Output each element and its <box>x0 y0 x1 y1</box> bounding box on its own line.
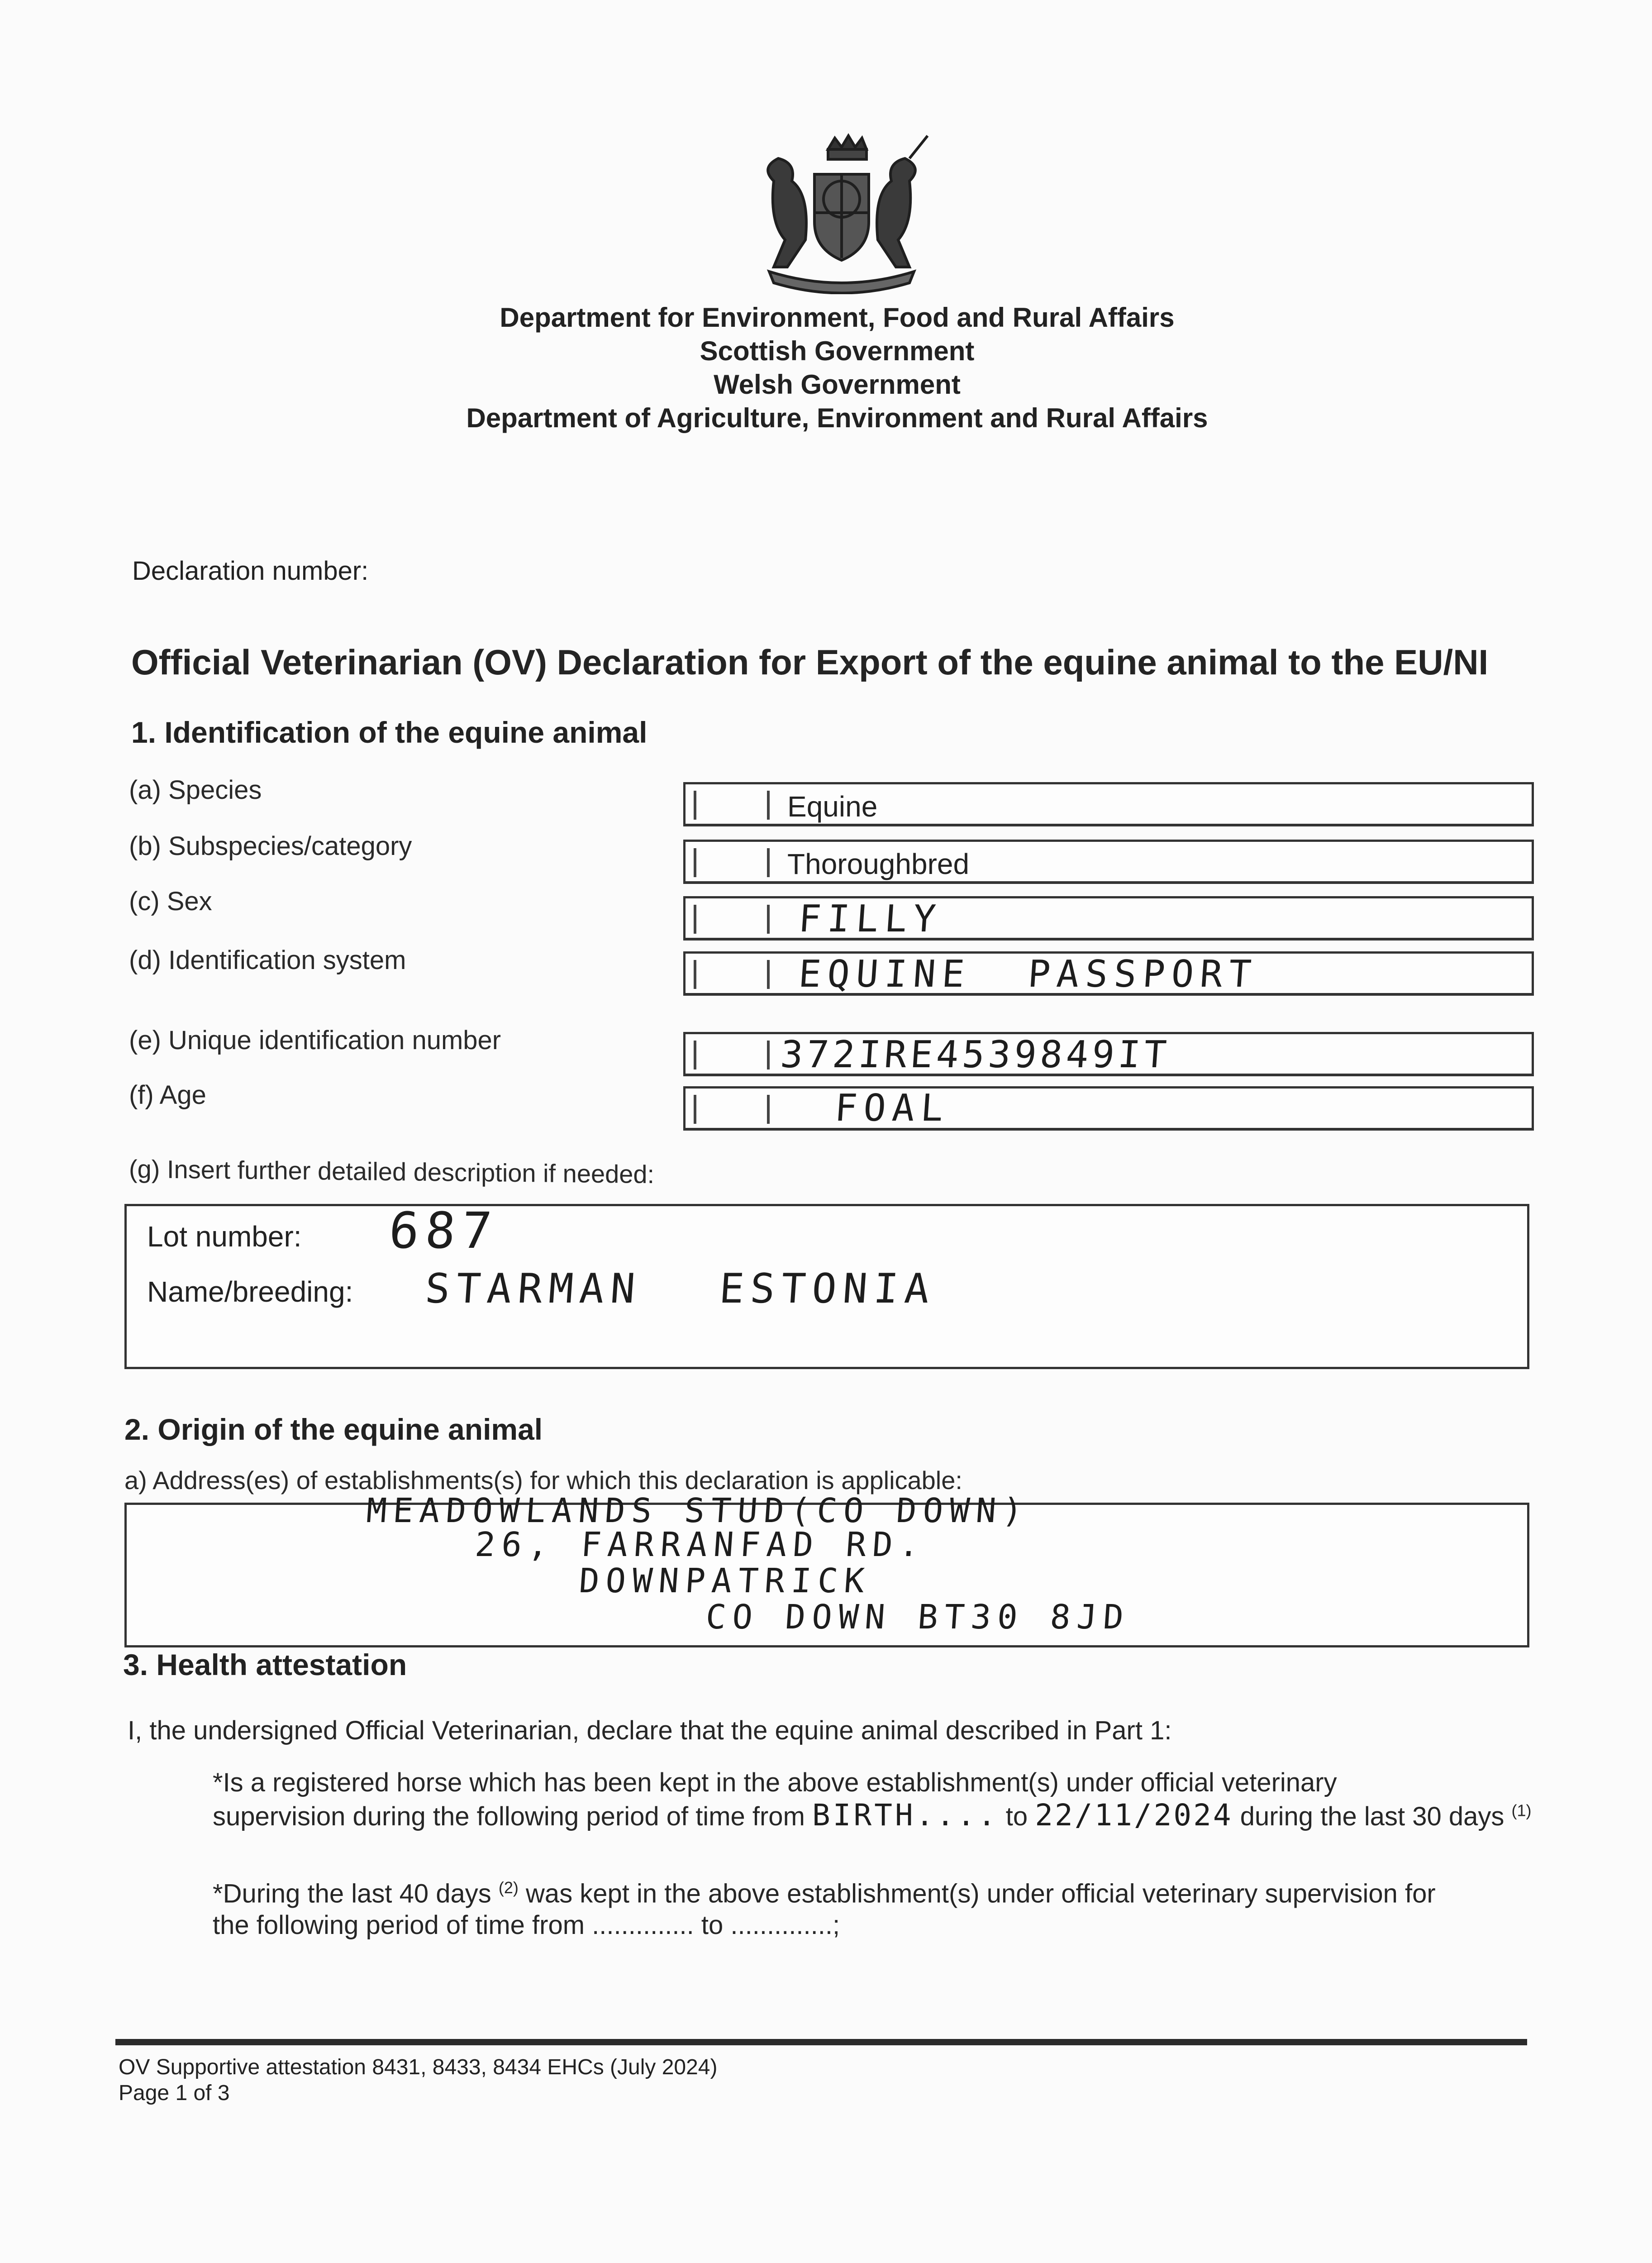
subspecies-value: Thoroughbred <box>787 848 970 880</box>
declaration-number-label: Declaration number: <box>132 556 369 586</box>
box-divider <box>767 905 770 934</box>
footnote-ref-1: (1) <box>1511 1801 1532 1820</box>
identification-system-field[interactable] <box>683 951 1534 996</box>
age-value: FOAL <box>833 1087 951 1130</box>
sex-label: (c) Sex <box>129 887 212 916</box>
name-breeding-label: Name/breeding: <box>147 1275 353 1308</box>
department-line: Department for Environment, Food and Rural Affairs <box>500 302 1175 333</box>
box-divider <box>694 848 696 877</box>
box-divider <box>694 960 696 989</box>
health-para1-line2 <box>213 1798 1531 1833</box>
identification-system-value: EQUINE PASSPORT <box>797 953 1259 996</box>
species-label: (a) Species <box>129 775 262 805</box>
department-line: Department of Agriculture, Environment and Rural Affairs <box>466 403 1208 433</box>
address-line: MEADOWLANDS STUD(CO DOWN) <box>365 1491 1030 1530</box>
subspecies-label: (b) Subspecies/category <box>129 831 412 861</box>
box-divider <box>694 1041 696 1069</box>
box-divider <box>767 791 770 820</box>
sex-value: FILLY <box>797 898 944 941</box>
age-label: (f) Age <box>129 1080 206 1110</box>
address-line: 26, FARRANFAD RD. <box>473 1525 927 1564</box>
period-text: supervision during the following period of time from <box>213 1802 805 1831</box>
age-field[interactable] <box>683 1086 1534 1131</box>
box-divider <box>767 848 770 877</box>
box-divider <box>767 1095 770 1124</box>
to-word: to <box>1005 1802 1028 1831</box>
footer-reference: OV Supportive attestation 8431, 8433, 8434 EHCs (July 2024) <box>119 2055 718 2079</box>
breeding-value: ESTONIA <box>718 1265 937 1313</box>
address-line: DOWNPATRICK <box>577 1561 872 1600</box>
box-divider <box>694 905 696 934</box>
section3-heading: 3. Health attestation <box>123 1648 407 1681</box>
unique-id-value: 372IRE4539849IT <box>779 1033 1171 1076</box>
species-field[interactable] <box>683 782 1534 826</box>
unique-id-field[interactable] <box>683 1032 1534 1076</box>
box-divider <box>694 1095 696 1124</box>
period-to-value: 22/11/2024 <box>1035 1798 1233 1833</box>
period-from-value: BIRTH.... <box>812 1798 999 1833</box>
departments-header <box>317 301 1357 435</box>
box-divider <box>767 960 770 989</box>
address-label: a) Address(es) of establishments(s) for which this declaration is applicable: <box>124 1466 962 1494</box>
health-para1-line1: *Is a registered horse which has been kept in the above establishment(s) under official veterinary <box>213 1768 1337 1797</box>
box-divider <box>694 791 696 820</box>
box-divider <box>767 1041 770 1069</box>
health-para2-line2: the following period of time from .............. to ..............; <box>213 1910 840 1940</box>
health-para2-line1 <box>213 1878 1436 1909</box>
footnote-ref-2: (2) <box>498 1878 519 1897</box>
horse-name-value: STARMAN <box>424 1265 643 1313</box>
address-box[interactable] <box>124 1491 1529 1647</box>
period-suffix: during the last 30 days <box>1240 1802 1504 1831</box>
footer-divider <box>115 2039 1527 2045</box>
para2-text-a: *During the last 40 days <box>213 1879 491 1909</box>
species-value: Equine <box>787 790 878 823</box>
description-box[interactable] <box>124 1204 1529 1369</box>
subspecies-field[interactable] <box>683 840 1534 884</box>
lot-number-value: 687 <box>387 1202 500 1260</box>
identification-system-label: (d) Identification system <box>129 945 406 975</box>
description-label: (g) Insert further detailed description if needed: <box>129 1154 655 1189</box>
sex-field[interactable] <box>683 896 1534 941</box>
unique-id-label: (e) Unique identification number <box>129 1026 501 1055</box>
department-line: Scottish Government <box>700 336 975 366</box>
address-line: CO DOWN BT30 8JD <box>704 1598 1131 1637</box>
page-number: Page 1 of 3 <box>119 2081 230 2105</box>
royal-coat-of-arms-icon <box>742 131 941 294</box>
para2-text-b: was kept in the above establishment(s) under official veterinary supervision for <box>526 1879 1436 1909</box>
section1-heading: 1. Identification of the equine animal <box>131 716 647 749</box>
department-line: Welsh Government <box>714 369 961 400</box>
document-title: Official Veterinarian (OV) Declaration for Export of the equine animal to the EU/NI <box>131 642 1489 682</box>
section2-heading: 2. Origin of the equine animal <box>124 1413 543 1446</box>
health-intro: I, the undersigned Official Veterinarian, declare that the equine animal described in Part 1: <box>128 1716 1172 1745</box>
lot-number-label: Lot number: <box>147 1220 302 1253</box>
